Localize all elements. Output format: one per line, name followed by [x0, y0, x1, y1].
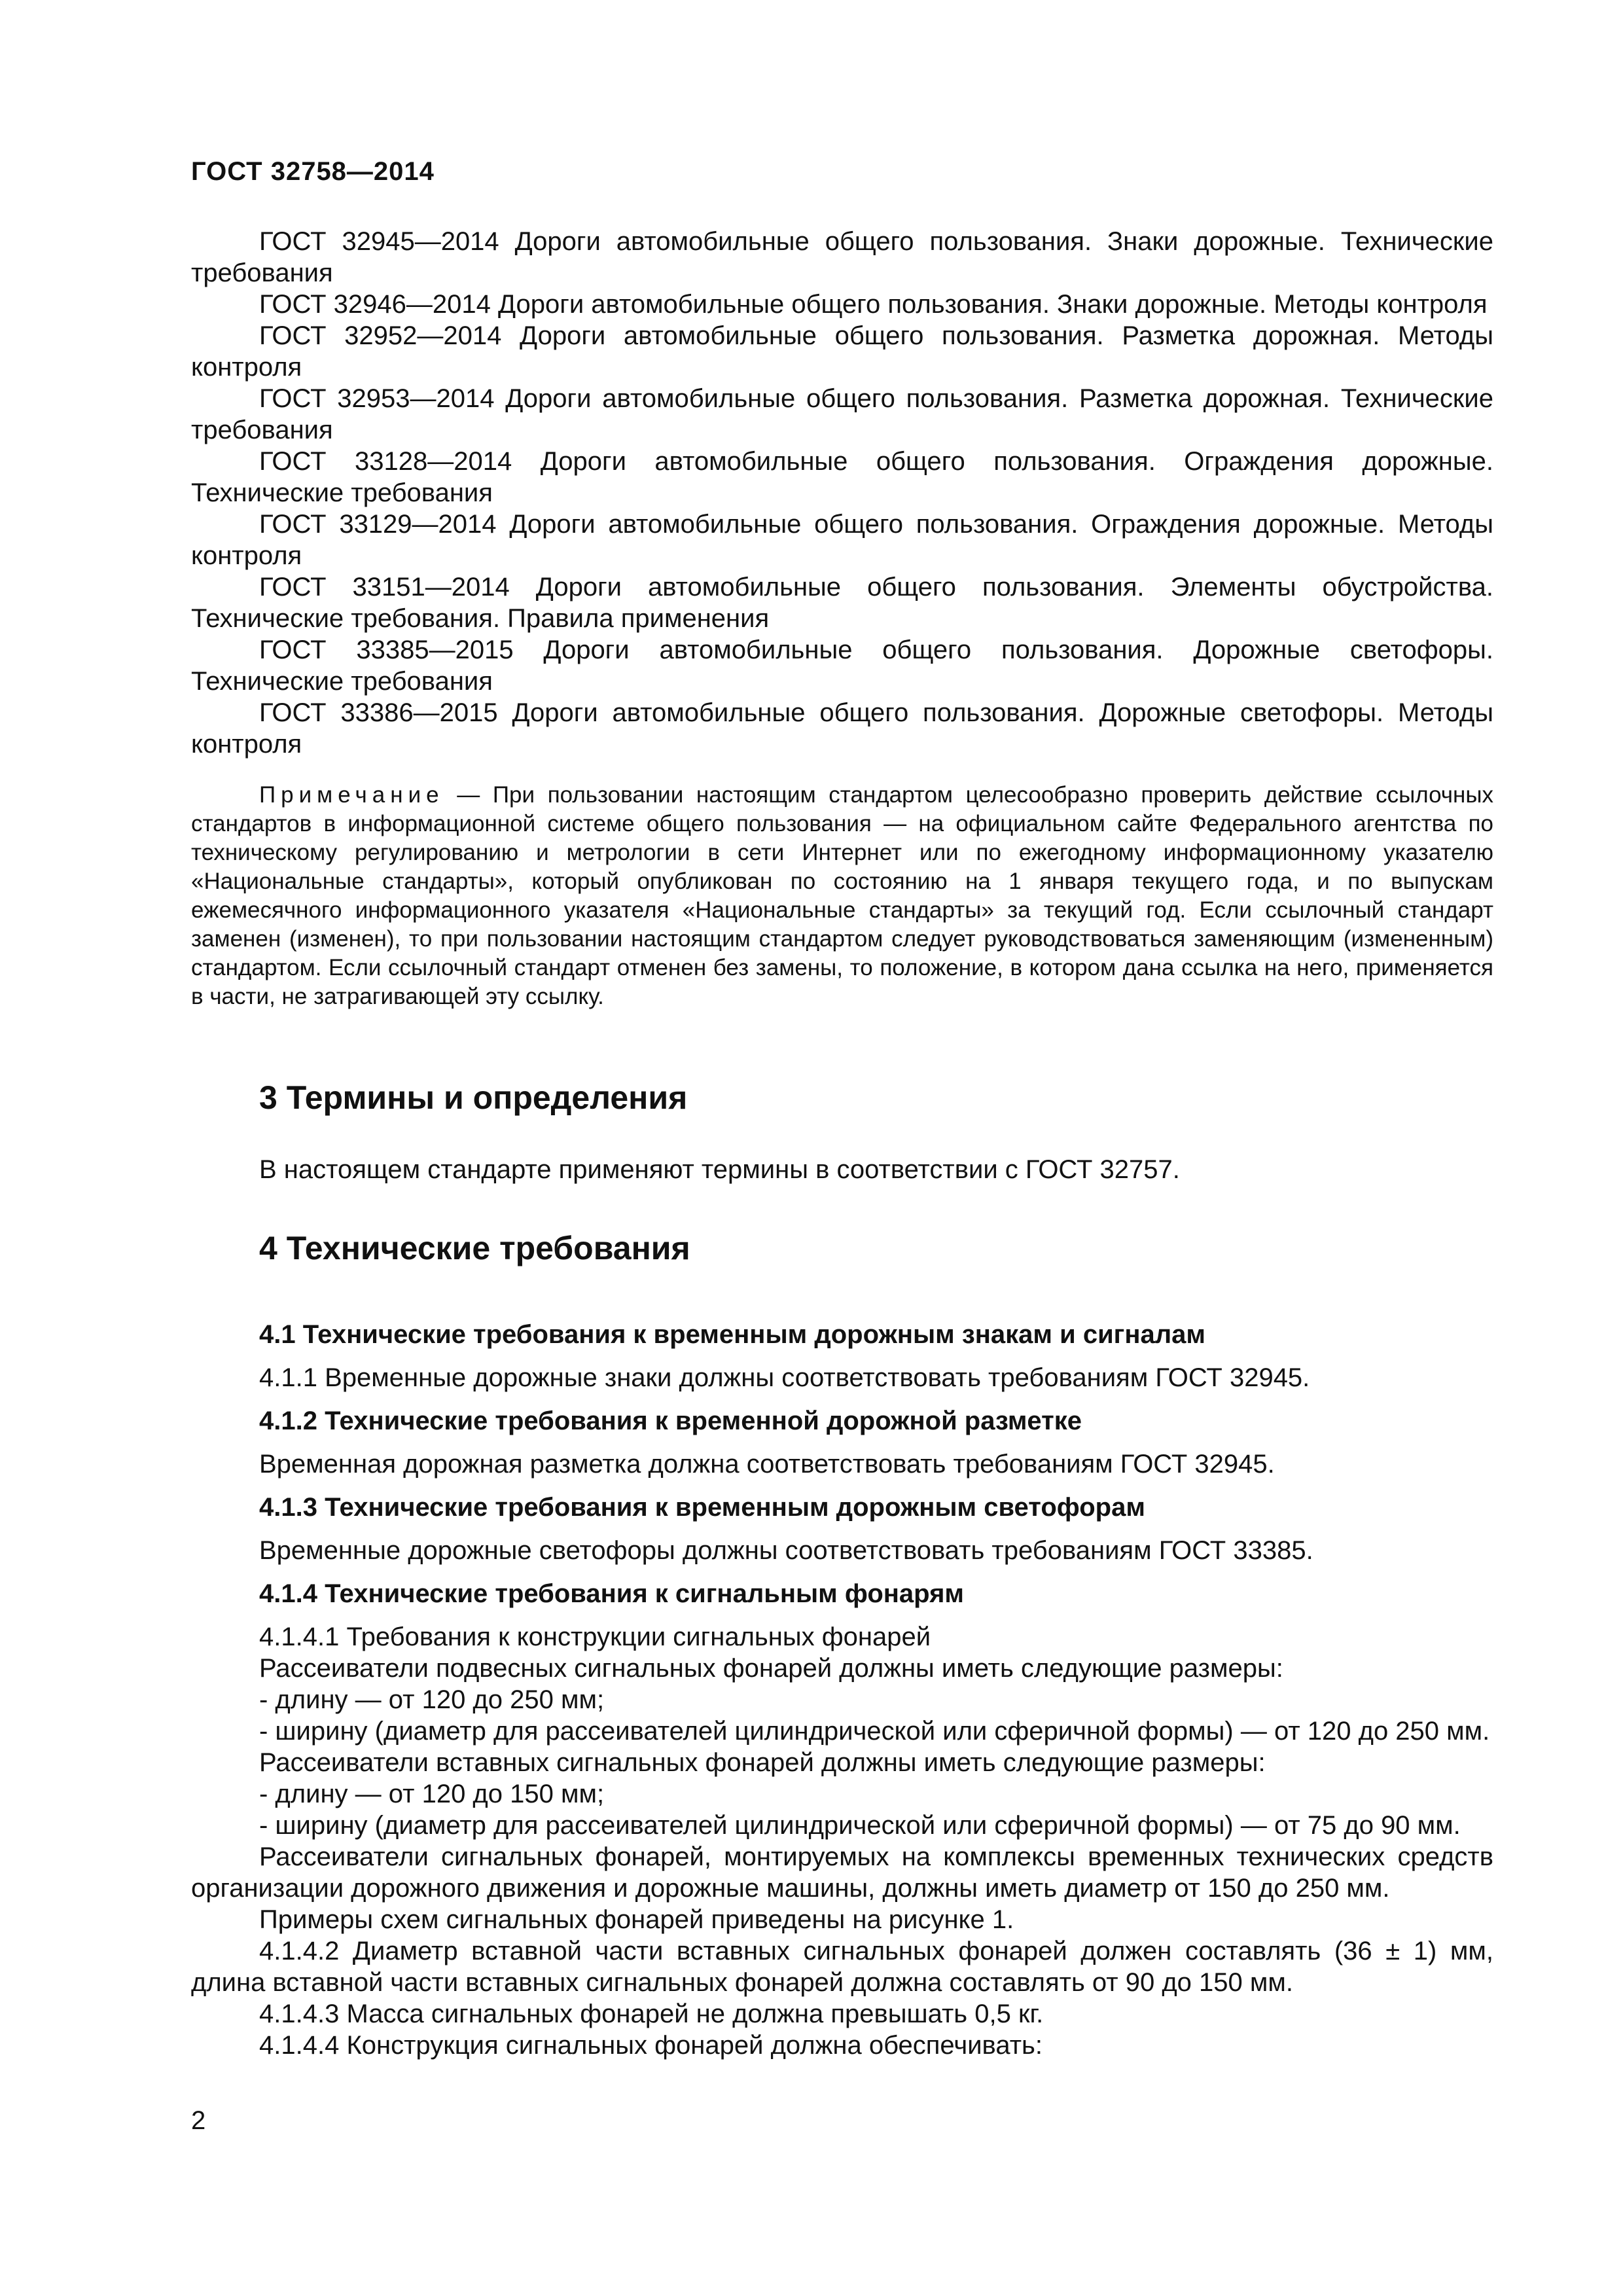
note-text: — При пользовании настоящим стандартом целесообразно проверить действие ссылочных стандартов в информационной системе общего пользования — на официальном сайте Федерального агентства по техническому регулированию и метрологии в сети Интернет или по ежегодному информационному указателю «Национальные стандарты», который опубликован по состоянию на 1 января текущего года, и по выпускам ежемесячного информационного указателя «Национальные стандарты» за текущий год. Если ссылочный стандарт заменен (изменен), то при пользовании настоящим стандартом следует руководствоваться заменяющим (измененным) стандартом. Если ссылочный стандарт отменен без замены, то положение, в котором дана ссылка на него, применяется в части, не затрагивающей эту ссылку. [191, 782, 1493, 1009]
subsection-4-1-title: 4.1 Технические требования к временным дорожным знакам и сигналам [259, 1320, 1205, 1349]
reference-item: ГОСТ 32945—2014 Дороги автомобильные общего пользования. Знаки дорожные. Технические требования [191, 227, 1493, 287]
page-number: 2 [191, 2106, 206, 2135]
section-4-title: 4 Технические требования [259, 1230, 690, 1266]
subsection-4-1-3-title: 4.1.3 Технические требования к временным дорожным светофорам [259, 1493, 1145, 1522]
clause-4-1-3-text: Временные дорожные светофоры должны соответствовать требованиям ГОСТ 33385. [259, 1536, 1313, 1565]
reference-item: ГОСТ 33128—2014 Дороги автомобильные общего пользования. Ограждения дорожные. Технические требования [191, 447, 1493, 507]
subsection-4-1-2-title: 4.1.2 Технические требования к временной дорожной разметке [259, 1407, 1082, 1435]
clause-4-1-1: 4.1.1 Временные дорожные знаки должны соответствовать требованиям ГОСТ 32945. [259, 1363, 1310, 1392]
clause-4-1-2-text: Временная дорожная разметка должна соответствовать требованиям ГОСТ 32945. [259, 1450, 1275, 1479]
note-paragraph [191, 781, 1493, 1011]
clause-4-1-4-4: 4.1.4.4 Конструкция сигнальных фонарей должна обеспечивать: [259, 2031, 1043, 2060]
insert-lens-intro: Рассеиватели вставных сигнальных фонарей должны иметь следующие размеры: [259, 1748, 1266, 1777]
reference-item: ГОСТ 33151—2014 Дороги автомобильные общего пользования. Элементы обустройства. Технические требования. Правила применения [191, 573, 1493, 633]
document-body [191, 226, 1493, 2061]
reference-item: ГОСТ 33385—2015 Дороги автомобильные общего пользования. Дорожные светофоры. Технические требования [191, 636, 1493, 696]
section-3-title: 3 Термины и определения [259, 1079, 688, 1116]
reference-item: ГОСТ 32953—2014 Дороги автомобильные общего пользования. Разметка дорожная. Технические требования [191, 384, 1493, 444]
mounted-lens-text: Рассеиватели сигнальных фонарей, монтируемых на комплексы временных технических средств организации дорожного движения и дорожные машины, должны иметь диаметр от 150 до 250 мм. [191, 1842, 1493, 1903]
clause-4-1-4-2: 4.1.4.2 Диаметр вставной части вставных сигнальных фонарей должен составлять (36 ± 1) мм, длина вставной части вставных сигнальных фонарей должна составлять от 90 до 150 мм. [191, 1937, 1493, 1997]
note-label: Примечание [259, 782, 444, 808]
reference-item: ГОСТ 33386—2015 Дороги автомобильные общего пользования. Дорожные светофоры. Методы контроля [191, 698, 1493, 759]
insert-lens-length: - длину — от 120 до 150 мм; [259, 1780, 605, 1808]
clause-4-1-4-3: 4.1.4.3 Масса сигнальных фонарей не должна превышать 0,5 кг. [259, 2000, 1044, 2028]
subsection-4-1-4-title: 4.1.4 Технические требования к сигнальным фонарям [259, 1579, 964, 1608]
suspended-lens-intro: Рассеиватели подвесных сигнальных фонарей должны иметь следующие размеры: [259, 1654, 1283, 1683]
references-list [191, 226, 1493, 760]
reference-item: ГОСТ 32946—2014 Дороги автомобильные общего пользования. Знаки дорожные. Методы контроля [259, 290, 1488, 319]
examples-text: Примеры схем сигнальных фонарей приведены на рисунке 1. [259, 1905, 1014, 1934]
suspended-lens-length: - длину — от 120 до 250 мм; [259, 1685, 605, 1714]
reference-item: ГОСТ 33129—2014 Дороги автомобильные общего пользования. Ограждения дорожные. Методы контроля [191, 510, 1493, 570]
reference-item: ГОСТ 32952—2014 Дороги автомобильные общего пользования. Разметка дорожная. Методы контроля [191, 321, 1493, 382]
clause-4-1-4-1: 4.1.4.1 Требования к конструкции сигнальных фонарей [259, 1623, 931, 1651]
suspended-lens-width: - ширину (диаметр для рассеивателей цилиндрической или сферичной формы) — от 120 до 250 мм. [259, 1717, 1490, 1746]
insert-lens-width: - ширину (диаметр для рассеивателей цилиндрической или сферичной формы) — от 75 до 90 мм. [259, 1811, 1461, 1840]
page-header-doc-id: ГОСТ 32758—2014 [191, 157, 435, 186]
section-3-text: В настоящем стандарте применяют термины в соответствии с ГОСТ 32757. [259, 1155, 1180, 1184]
